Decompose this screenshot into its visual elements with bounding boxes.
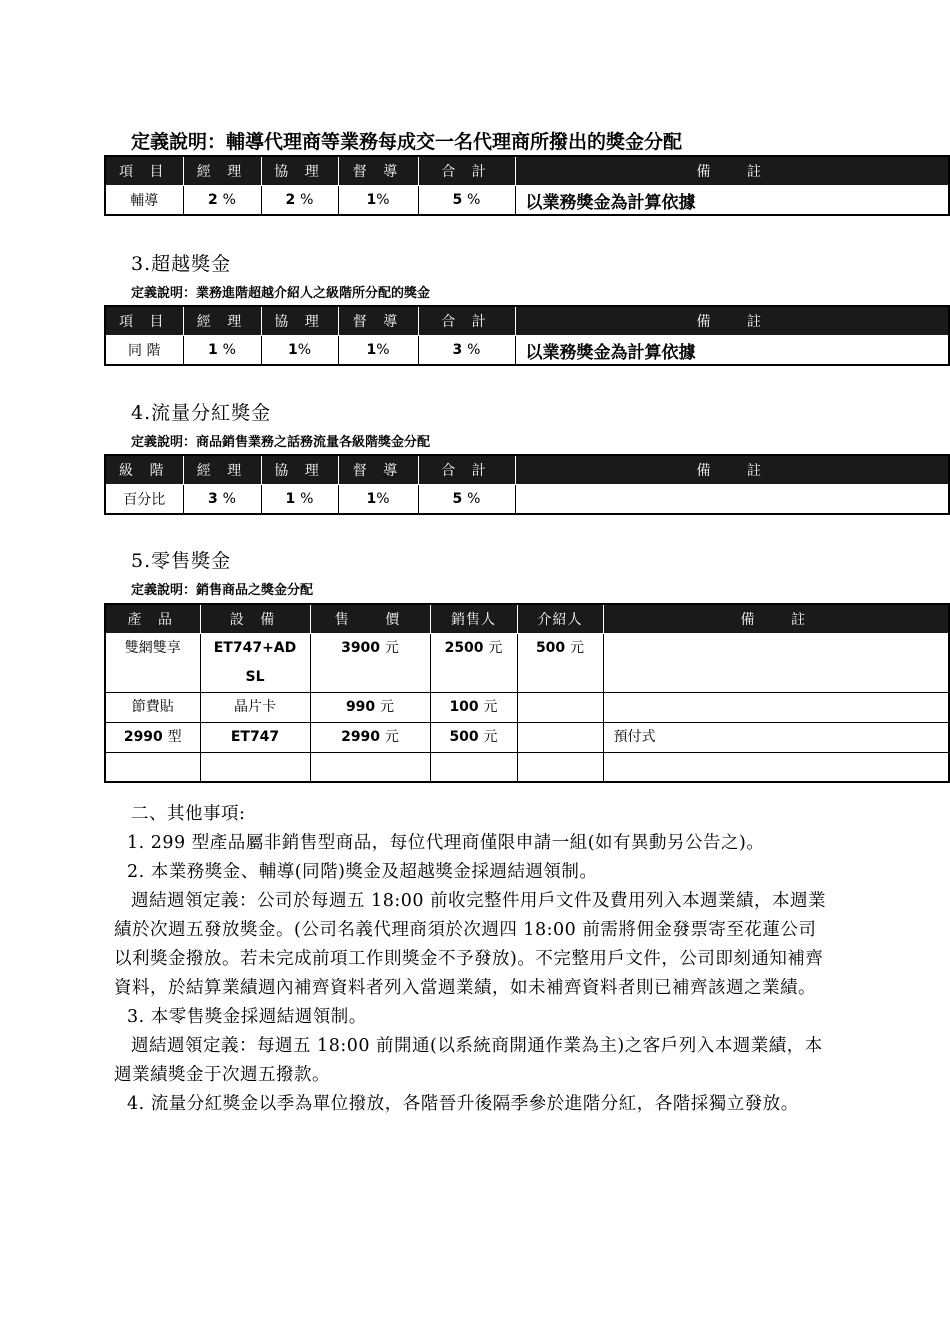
cell-note: 以業務獎金為計算依據 [515,186,949,216]
traffic-bonus-table [104,454,950,515]
cell-item: 同 階 [105,336,183,366]
retail-bonus-table [104,603,950,783]
cell-supervisor: 1% [338,485,418,515]
table-header-row [105,156,949,186]
cell-supervisor: 1% [338,186,418,216]
cell-manager: 2 % [183,186,261,216]
other-matters [114,800,834,1119]
definition-surpass: 定義說明：業務進階超越介紹人之級階所分配的獎金 [131,286,431,301]
cell-note: 以業務獎金為計算依據 [515,336,949,366]
other-item-4: 4. 流量分紅獎金以季為單位撥放，各階晉升後隔季參於進階分紅，各階採獨立發放。 [127,1094,799,1114]
other-item-3: 3. 本零售獎金採週結週領制。 [127,1007,367,1027]
cell-device: ET747+AD SL [200,634,310,693]
other-definition-1: 週結週領定義：公司於每週五 18:00 前收完整件用戶文件及費用列入本週業績，本週業績於次週五發放獎金。(公司名義代理商須於次週四 18:00 前需將佣金發票寄至花蓮公司以利獎金撥放。若未完成前項工作則獎金不予發放)。不完整用戶文件，公司即刻通知補齊資料，於結算業績週內補齊資料者列入當週業績，如未補齊資料者則已補齊該週之業績。 [114,891,827,998]
cell-product: 雙網雙享 [105,634,200,693]
table-row [105,634,949,693]
cell-price: 2990 元 [310,723,430,753]
cell-price: 3900 元 [310,634,430,693]
col-assoc: 協 理 [261,156,338,186]
cell-device: 晶片卡 [200,693,310,723]
col-price: 售 價 [310,604,430,634]
other-item-2: 2. 本業務獎金、輔導(同階)獎金及超越獎金採週結週領制。 [127,862,598,882]
col-seller: 銷售人 [430,604,517,634]
col-total: 合 計 [418,455,515,485]
cell-note: 預付式 [603,723,949,753]
col-assoc: 協 理 [261,306,338,336]
col-note: 備 註 [515,156,949,186]
cell-manager: 3 % [183,485,261,515]
col-total: 合 計 [418,156,515,186]
cell-level: 百分比 [105,485,183,515]
table-row [105,186,949,216]
table-header-row [105,604,949,634]
cell-product: 節費貼 [105,693,200,723]
cell-item: 輔導 [105,186,183,216]
cell-assoc: 2 % [261,186,338,216]
cell-referrer: 500 元 [517,634,603,693]
col-referrer: 介紹人 [517,604,603,634]
col-item: 項 目 [105,156,183,186]
cell-device: ET747 [200,723,310,753]
col-supervisor: 督 導 [338,455,418,485]
cell-note [603,634,949,693]
section-title-traffic: 4.流量分紅獎金 [131,402,272,424]
cell-supervisor: 1% [338,336,418,366]
cell-total: 5 % [418,186,515,216]
col-device: 設 備 [200,604,310,634]
col-product: 產 品 [105,604,200,634]
col-supervisor: 督 導 [338,156,418,186]
col-supervisor: 督 導 [338,306,418,336]
cell-assoc: 1% [261,336,338,366]
cell-price: 990 元 [310,693,430,723]
cell-referrer [517,693,603,723]
cell-seller: 2500 元 [430,634,517,693]
other-item-1: 1. 299 型產品屬非銷售型商品，每位代理商僅限申請一組(如有異動另公告之)。 [127,833,765,853]
other-heading: 二、其他事項: [131,804,246,824]
cell-note [603,693,949,723]
table-row [105,723,949,753]
col-note: 備 註 [515,455,949,485]
col-manager: 經 理 [183,306,261,336]
col-item: 項 目 [105,306,183,336]
section-title-retail: 5.零售獎金 [131,550,232,572]
table-row [105,336,949,366]
cell-seller: 500 元 [430,723,517,753]
cell-seller: 100 元 [430,693,517,723]
counseling-bonus-table [104,155,950,216]
cell-manager: 1 % [183,336,261,366]
col-manager: 經 理 [183,156,261,186]
col-manager: 經 理 [183,455,261,485]
cell-total: 5 % [418,485,515,515]
cell-referrer [517,723,603,753]
section-title-surpass: 3.超越獎金 [131,253,232,275]
cell-note [515,485,949,515]
table-row-empty [105,753,949,783]
cell-total: 3 % [418,336,515,366]
table-header-row [105,455,949,485]
col-assoc: 協 理 [261,455,338,485]
other-definition-2: 週結週領定義：每週五 18:00 前開通(以系統商開通作業為主)之客戶列入本週業績，本週業績獎金于次週五撥款。 [114,1036,823,1085]
table-row [105,693,949,723]
col-total: 合 計 [418,306,515,336]
surpass-bonus-table [104,305,950,366]
definition-retail: 定義說明：銷售商品之獎金分配 [131,583,314,598]
cell-product: 2990 型 [105,723,200,753]
definition-counseling: 定義說明：輔導代理商等業務每成交一名代理商所撥出的獎金分配 [131,131,683,153]
col-level: 級 階 [105,455,183,485]
definition-traffic: 定義說明：商品銷售業務之話務流量各級階獎金分配 [131,435,431,450]
table-header-row [105,306,949,336]
col-note: 備 註 [603,604,949,634]
col-note: 備 註 [515,306,949,336]
cell-assoc: 1 % [261,485,338,515]
table-row [105,485,949,515]
